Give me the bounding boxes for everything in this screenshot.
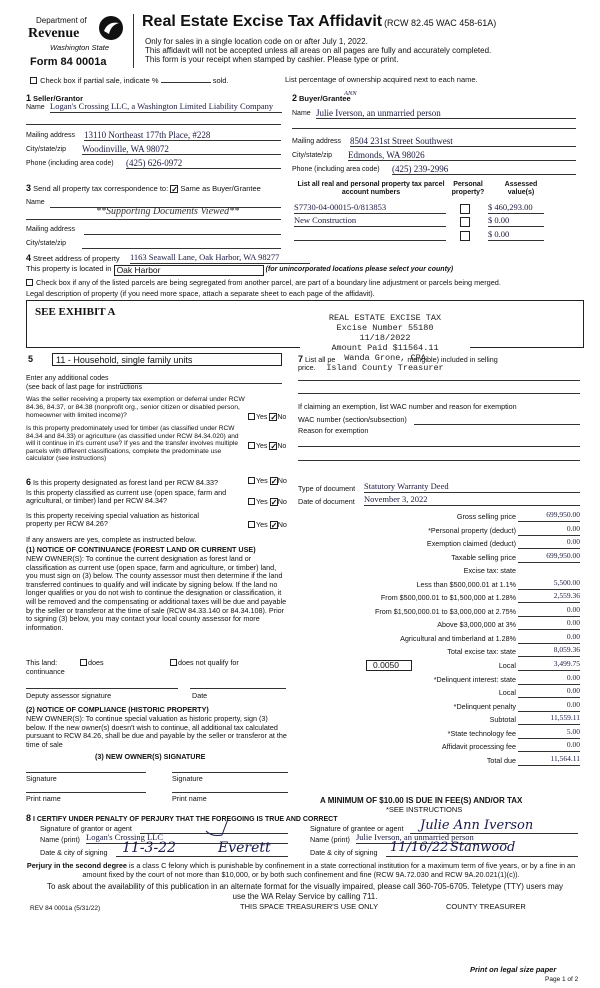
- seller-heading-label: Seller/Grantor: [32, 94, 83, 103]
- current-use-question: [26, 489, 286, 506]
- perjury-bold: Perjury in the second degree: [26, 861, 127, 870]
- calc-row: [298, 633, 580, 647]
- correspondence-mail-label: Mailing address: [26, 226, 76, 233]
- grantee-city-value: Stanwood: [450, 840, 516, 855]
- form-title: Real Estate Excise Tax Affidavit: [142, 13, 383, 30]
- correspondence-mail-field[interactable]: [84, 234, 281, 235]
- personal-property-price-label: price.: [298, 363, 316, 372]
- calc-row: [298, 701, 580, 715]
- legal-paper-note: Print on legal size paper: [470, 965, 557, 974]
- same-as-buyer-checkbox[interactable]: ✓: [171, 185, 178, 194]
- grantee-signature-label: Signature of grantee or agent: [310, 824, 404, 833]
- grantor-date-value: 11-3-22: [122, 840, 176, 856]
- location-select[interactable]: Oak Harbor: [114, 265, 264, 276]
- document-date-field[interactable]: November 3, 2022: [364, 495, 580, 506]
- location-row: [26, 265, 566, 276]
- correspondence-city-field[interactable]: [82, 248, 281, 249]
- correspondence-city-row: [26, 240, 281, 248]
- historical-text: Is this property receiving special valuation as historical property per RCW 84.26?: [26, 511, 199, 529]
- personal-property-checkbox[interactable]: [460, 204, 470, 214]
- grantor-date-row: [40, 840, 288, 857]
- new-owner-signature-line-1[interactable]: [26, 772, 146, 773]
- local-label: Local: [498, 660, 516, 670]
- parcel-number-field[interactable]: New Construction: [294, 216, 446, 227]
- wac-number-label: WAC number (section/subsection): [298, 415, 407, 424]
- yes-checkbox[interactable]: [248, 477, 255, 484]
- correspondence-heading: [26, 183, 261, 194]
- form-title-row: [142, 13, 496, 31]
- location-label: This property is located in: [26, 264, 112, 273]
- historical-yes-no: [248, 521, 287, 529]
- stamp-amount-line: [300, 343, 470, 353]
- new-owner-print-line-2[interactable]: [172, 792, 288, 793]
- calc-label: Total excise tax: state: [447, 647, 516, 656]
- local-rate-field[interactable]: 0.0050: [366, 660, 412, 671]
- current-use-yes-no: [248, 498, 287, 506]
- legal-description-text: SEE EXHIBIT A: [35, 306, 116, 318]
- header-note-3: This form is your receipt when stamped by cashier. Please type or print.: [145, 55, 399, 64]
- calc-value[interactable]: 0.00: [518, 525, 580, 536]
- buyer-phone-label: Phone (including area code): [292, 166, 380, 173]
- seller-name-row: [26, 101, 281, 112]
- exemption-question-text: Was the seller receiving a property tax exemption or deferral under RCW 84.36, 84.37, or 84.38 (nonprofit org., senior citizen or disabled person, homeowner with limited income)?: [26, 396, 245, 419]
- parcel-row: [294, 230, 576, 242]
- personal-property-checkbox[interactable]: [460, 231, 470, 241]
- calc-value[interactable]: 8,059.36: [518, 646, 580, 657]
- calc-label: Subtotal: [489, 715, 516, 724]
- calc-label: Above $3,000,000 at 3%: [437, 620, 516, 629]
- exemption-yes-no: [248, 413, 286, 422]
- calc-value[interactable]: 11,559.11: [518, 714, 580, 725]
- reason-label: Reason for exemption: [298, 426, 369, 435]
- yes-checkbox[interactable]: [248, 442, 255, 449]
- minimum-fee-note: A MINIMUM OF $10.00 IS DUE IN FEE(S) AND/OR TAX: [320, 796, 523, 805]
- does-not-label: does not qualify for: [178, 658, 239, 667]
- no-checkbox[interactable]: ✓: [270, 413, 278, 422]
- personal-property-checkbox[interactable]: [460, 217, 470, 227]
- no-checkbox[interactable]: ✓: [270, 498, 278, 507]
- calc-row: [298, 579, 580, 593]
- revision-label: REV 84 0001a (5/31/22): [30, 905, 101, 912]
- grantee-name-label: Name (print): [310, 835, 350, 844]
- calc-label: *Personal property (deduct): [428, 525, 516, 535]
- buyer-name-field[interactable]: Julie Iverson, an unmarried person: [316, 108, 576, 119]
- perjury-text: is a class C felony which is punishable by confinement in a state correctional institution for a maximum term of five years, or by a fine in an amount fixed by the court of not more than $10,000, or by both such confinement and fine (RCW 9A.72.030 and RCW 9A.20.021(1)(c)).: [82, 861, 576, 879]
- calc-row: [298, 755, 580, 769]
- calc-row: [298, 741, 580, 755]
- partial-sale-label: Check box if partial sale, indicate %: [40, 76, 159, 85]
- new-owner-signature-line-2[interactable]: [172, 772, 288, 773]
- exemption-question: [26, 396, 287, 422]
- assessed-value-field[interactable]: $ 0.00: [488, 230, 544, 241]
- grantor-date-label: Date & city of signing: [40, 848, 108, 857]
- no-label: No: [277, 497, 287, 506]
- see-instructions-note: *SEE INSTRUCTIONS: [386, 805, 463, 814]
- land-qualify-row: [26, 659, 288, 667]
- grantee-signature-value: Julie Ann Iverson: [420, 818, 534, 833]
- calc-row: [298, 687, 580, 701]
- no-checkbox[interactable]: ✓: [270, 521, 278, 530]
- treasurer-use-label: THIS SPACE TREASURER'S USE ONLY: [240, 902, 379, 911]
- certify-heading-text: I CERTIFY UNDER PENALTY OF PERJURY THAT THE FOREGOING IS TRUE AND CORRECT: [32, 816, 338, 823]
- historical-question: [26, 512, 286, 529]
- partial-sale-sold-label: sold.: [212, 76, 229, 85]
- grantor-signature-label: Signature of grantor or agent: [40, 824, 132, 833]
- parcel-col-header: List all real and personal property tax parcel account numbers: [297, 181, 445, 197]
- street-address-label: Street address of property: [32, 254, 120, 263]
- stamp-line: Wanda Grone, CPA: [344, 353, 426, 363]
- grantor-name-field[interactable]: Logan's Crossing LLC: [86, 833, 288, 844]
- forest-land-text: Is this property designated as forest land per RCW 84.33?: [33, 478, 218, 487]
- section-number: 4: [26, 253, 32, 263]
- personal-property-label: List all pe: [305, 355, 336, 364]
- if-yes-note: If any answers are yes, complete as instructed below.: [26, 535, 197, 544]
- calc-label: Exemption claimed (deduct): [426, 539, 516, 548]
- same-as-buyer-label: Same as Buyer/Grantee: [180, 184, 261, 193]
- rcw-reference: (RCW 82.45 WAC 458-61A): [384, 18, 497, 28]
- logo-swirl-icon: [98, 15, 124, 41]
- calc-label: Total due: [486, 755, 516, 765]
- deputy-signature-label: Deputy assessor signature: [26, 691, 112, 700]
- calc-value[interactable]: 5.00: [518, 728, 580, 739]
- stamp-line: Island County Treasurer: [326, 363, 444, 373]
- section-number: 7: [298, 354, 304, 364]
- yes-checkbox[interactable]: [248, 413, 255, 420]
- certify-heading: [26, 813, 338, 824]
- does-checkbox[interactable]: [80, 659, 87, 666]
- section-number: 5: [28, 354, 34, 364]
- stamp-line: 11/18/2022: [359, 333, 411, 343]
- signature-label: Signature: [26, 774, 57, 783]
- correspondence-name-line-2[interactable]: [26, 219, 281, 220]
- partial-sale-percent-field[interactable]: [161, 82, 211, 83]
- additional-codes-label: Enter any additional codes: [26, 375, 109, 382]
- timber-question: [26, 425, 287, 463]
- buyer-name-line-2[interactable]: [292, 128, 576, 129]
- correspondence-heading-label: Send all property tax correspondence to:: [33, 184, 169, 193]
- personal-property-row: [298, 354, 578, 364]
- yes-checkbox[interactable]: [248, 521, 255, 528]
- no-checkbox[interactable]: ✓: [270, 442, 278, 451]
- does-not-option: [170, 659, 239, 667]
- calc-value[interactable]: 0.00: [518, 633, 580, 644]
- calc-row: [298, 592, 580, 606]
- personal-property-line-1[interactable]: [298, 380, 580, 381]
- page-number: Page 1 of 2: [545, 976, 579, 983]
- assessed-value-field[interactable]: $ 0.00: [488, 216, 544, 227]
- department-line: Department of: [36, 16, 87, 25]
- calc-row: [298, 511, 580, 525]
- grantor-name-label: Name (print): [40, 835, 80, 844]
- supporting-docs-stamp: **Supporting Documents Viewed**: [96, 206, 240, 217]
- parcel-row: [294, 216, 576, 228]
- does-not-checkbox[interactable]: [170, 659, 177, 666]
- correspondence-name-label: Name: [26, 199, 45, 206]
- land-label: This land:: [26, 658, 58, 667]
- deputy-date-label: Date: [192, 691, 208, 700]
- current-use-text: Is this property classified as current use (open space, farm and agricultural, or timber) land per RCW 84.34?: [26, 488, 227, 506]
- calc-value[interactable]: [518, 565, 580, 576]
- calc-value[interactable]: 0.00: [518, 538, 580, 549]
- calc-label: Less than $500,000.01 at 1.1%: [416, 579, 516, 589]
- seller-phone-field[interactable]: (425) 626-0972: [126, 158, 281, 169]
- seller-city-row: [26, 146, 281, 154]
- additional-codes-row: [26, 375, 282, 383]
- stamp-line: Amount Paid $11564.11: [331, 343, 439, 353]
- calc-value[interactable]: 0.00: [518, 687, 580, 698]
- stamp-line: Excise Number 55180: [336, 323, 434, 333]
- section-number: 2: [292, 93, 298, 103]
- ownership-note: List percentage of ownership acquired next to each name.: [285, 75, 478, 84]
- correspondence-mail-row: [26, 226, 281, 234]
- reason-row: [298, 427, 580, 435]
- calc-label: From $500,000.01 to $1,500,000 at 1.28%: [380, 593, 516, 602]
- alternate-format-note: To ask about the availability of this publication in an alternate format for the visually impaired, please call 360-705-6705. Teletype (TTY) users may use the WA Relay Service by calling 711.: [46, 882, 564, 901]
- county-treasurer-label: COUNTY TREASURER: [446, 902, 526, 911]
- does-label: does: [88, 658, 104, 667]
- yes-label: Yes: [256, 414, 268, 421]
- calc-label: Agricultural and timberland at 1.28%: [400, 633, 516, 643]
- additional-codes-note: (see back of last page for instructions: [26, 384, 142, 391]
- yes-checkbox[interactable]: [248, 498, 255, 505]
- calc-row: [298, 674, 580, 688]
- buyer-name-row: [292, 110, 576, 118]
- calc-value[interactable]: 5,500.00: [518, 579, 580, 590]
- section-number: 6: [26, 477, 32, 487]
- calc-label: *State technology fee: [447, 728, 516, 738]
- buyer-mail-row: [292, 138, 576, 146]
- notice-continuance-heading: (1) NOTICE OF CONTINUANCE (FOREST LAND OR CURRENT USE): [26, 545, 256, 554]
- grantee-date-row: [310, 840, 578, 857]
- document-type-field[interactable]: Statutory Warranty Deed: [364, 482, 580, 493]
- buyer-heading-label: Buyer/Grantee: [298, 94, 351, 103]
- does-option: [80, 659, 104, 667]
- calc-value[interactable]: 11,564.11: [518, 755, 580, 766]
- forest-land-question: [26, 477, 286, 487]
- grantee-date-label: Date & city of signing: [310, 848, 378, 857]
- state-line: Washington State: [50, 43, 110, 52]
- seller-name-label: Name: [26, 104, 45, 111]
- no-label: No: [277, 414, 287, 421]
- notice-compliance-heading: (2) NOTICE OF COMPLIANCE (HISTORIC PROPERTY): [26, 705, 209, 714]
- notice-continuance-body: NEW OWNER(S): To continue the current designation as forest land or classification as current use (open space, farm and agriculture, or timber) land, you must sign on (3) below. The county assessor must then determine if the land transferred continues to qualify and will indicate by signing below. If the land no longer qualifies or you do not wish to continue the designation or classification, it will be removed and the compensating or additional taxes will be due and payable by the seller or transferor at the time of sale (RCW 84.33.140 or 84.34.108). Prior to signing (3) below, you may contact your local county assessor for more information.: [26, 554, 287, 632]
- calc-value[interactable]: 699,950.00: [518, 552, 580, 563]
- calc-value[interactable]: 0.00: [518, 741, 580, 752]
- timber-question-text: Is this property predominately used for timber (as classified under RCW 84.34 and 84.33) or agriculture (as classified under RCW 84.34.020) and will it continue in it's current use? If yes and the transfer involves multiple parcels with different classifications, complete the predominate use calculator (see instructions): [26, 425, 239, 463]
- calc-row: [298, 714, 580, 728]
- partial-sale-row: [30, 77, 229, 86]
- form-number: Form 84 0001a: [30, 56, 107, 68]
- revenue-wordmark: Revenue: [28, 26, 80, 41]
- seller-phone-row: [26, 160, 281, 168]
- parcel-number-field[interactable]: S7730-04-00015-0/813853: [294, 203, 446, 214]
- calc-label: Local: [498, 688, 516, 697]
- seller-city-label: City/state/zip: [26, 146, 67, 153]
- calc-label: Gross selling price: [456, 512, 516, 521]
- correspondence-city-label: City/state/zip: [26, 240, 67, 247]
- segregation-label: Check box if any of the listed parcels are being segregated from another parcel, are part of a boundary line adjustment or parcels being merged.: [36, 278, 501, 287]
- personal-property-line-2[interactable]: [298, 393, 580, 394]
- deputy-date-line[interactable]: [190, 688, 286, 689]
- calc-row: [298, 538, 580, 552]
- grantee-date-value: 11/16/22: [390, 840, 449, 855]
- continuance-label: continuance: [26, 667, 65, 676]
- use-code-select[interactable]: 11 - Household, single family units: [52, 353, 282, 366]
- parcel-number-field[interactable]: [294, 230, 446, 241]
- seller-name-line-2[interactable]: [26, 124, 281, 125]
- calc-label: Affidavit processing fee: [441, 742, 516, 751]
- calc-value[interactable]: 2,559.36: [518, 592, 580, 603]
- document-type-row: [298, 481, 580, 493]
- buyer-mail-field[interactable]: 8504 231st Street Southwest: [350, 136, 576, 147]
- partial-sale-checkbox[interactable]: [30, 77, 37, 84]
- perjury-notice: [18, 862, 584, 879]
- calc-value[interactable]: 0.00: [518, 701, 580, 712]
- location-note: (for unincorporated locations please select your county): [265, 266, 454, 273]
- yes-label: Yes: [256, 443, 268, 450]
- yes-label: Yes: [256, 520, 268, 529]
- calc-label: Taxable selling price: [451, 552, 516, 562]
- new-owner-signature-heading: (3) NEW OWNER(S) SIGNATURE: [95, 752, 206, 761]
- wac-number-row: [298, 416, 580, 424]
- seller-phone-label: Phone (including area code): [26, 160, 114, 167]
- seller-city-field[interactable]: Woodinville, WA 98072: [82, 144, 281, 155]
- calc-value[interactable]: 699,950.00: [518, 511, 580, 522]
- document-type-label: Type of document: [298, 484, 356, 493]
- deputy-signature-line[interactable]: [26, 688, 178, 689]
- calc-row: [298, 525, 580, 539]
- header-divider: [133, 14, 134, 68]
- section-number: 3: [26, 183, 32, 193]
- calc-label: *Delinquent interest: state: [433, 674, 516, 684]
- local-value[interactable]: 3,499.75: [518, 660, 580, 671]
- assessed-value-col-header: Assessed value(s): [504, 181, 538, 197]
- reason-line-2[interactable]: [298, 460, 580, 461]
- calc-label: From $1,500,000.01 to $3,000,000 at 2.75%: [374, 606, 516, 616]
- calc-label: *Delinquent penalty: [453, 701, 516, 711]
- reason-line-1[interactable]: [298, 446, 580, 447]
- print-name-label: Print name: [172, 794, 207, 803]
- calc-row: [298, 728, 580, 742]
- buyer-name-label: Name: [292, 110, 311, 117]
- new-owner-print-line-1[interactable]: [26, 792, 146, 793]
- grantor-city-value: Everett: [218, 840, 271, 856]
- no-label: No: [277, 476, 287, 485]
- seller-name-field[interactable]: Logan's Crossing LLC, a Washington Limited Liability Company: [50, 102, 282, 113]
- calc-value[interactable]: 0.00: [518, 674, 580, 685]
- local-rate-row: [298, 660, 580, 674]
- document-date-row: [298, 494, 580, 506]
- section-number: 8: [26, 813, 32, 823]
- calc-rows: [298, 511, 580, 768]
- calc-row: [298, 646, 580, 660]
- signature-label: Signature: [172, 774, 203, 783]
- buyer-city-label: City/state/zip: [292, 152, 333, 159]
- exemption-wac-label: If claiming an exemption, list WAC number and reason for exemption: [298, 402, 517, 411]
- header-note-1: Only for sales in a single location code on or after July 1, 2022.: [145, 37, 368, 46]
- legal-description-label: Legal description of property (if you need more space, attach a separate sheet to each page of the affidavit).: [26, 289, 375, 298]
- calc-row: [298, 552, 580, 566]
- header-note-2: This affidavit will not be accepted unless all areas on all pages are fully and accurately completed.: [145, 46, 492, 55]
- parcel-row: [294, 203, 576, 215]
- buyer-mail-label: Mailing address: [292, 138, 342, 145]
- no-checkbox[interactable]: ✓: [270, 477, 278, 486]
- street-address-field[interactable]: 1163 Seawall Lane, Oak Harbor, WA 98277: [130, 253, 310, 264]
- street-address-row: [26, 253, 566, 264]
- calc-value[interactable]: 0.00: [518, 606, 580, 617]
- timber-yes-no: [248, 442, 286, 451]
- personal-property-label-end: ntangible) included in selling: [407, 355, 498, 364]
- forest-yes-no: [248, 477, 287, 485]
- yes-label: Yes: [256, 476, 268, 485]
- segregation-row: [26, 279, 586, 287]
- personal-property-col-header: Personal property?: [451, 181, 485, 197]
- segregation-checkbox[interactable]: [26, 279, 33, 286]
- seller-mail-field[interactable]: 13110 Northeast 177th Place, #228: [84, 130, 281, 141]
- document-date-label: Date of document: [298, 497, 355, 506]
- calc-value[interactable]: 0.00: [518, 619, 580, 630]
- yes-label: Yes: [256, 497, 268, 506]
- notice-compliance-body: NEW OWNER(S): To continue special valuation as historic property, sign (3) below. If the new owner(s) doesn't wish to continue, all additional tax calculated pursuant to RCW 84.26, shall be due and payable by the seller or transferor at the time of sale: [26, 714, 287, 749]
- tax-calculation: [298, 511, 580, 768]
- print-name-label: Print name: [26, 794, 61, 803]
- calc-row: [298, 565, 580, 579]
- calc-label: Excise tax: state: [463, 566, 516, 575]
- assessed-value-field[interactable]: $ 460,293.00: [488, 203, 544, 214]
- grantee-name-field[interactable]: Julie Iverson, an unmarried person: [356, 833, 508, 844]
- buyer-city-row: [292, 152, 576, 160]
- wac-number-field[interactable]: [414, 424, 580, 425]
- buyer-heading: [292, 93, 351, 104]
- section-number: 1: [26, 93, 32, 103]
- no-label: No: [277, 520, 287, 529]
- seller-mail-row: [26, 132, 281, 140]
- no-label: No: [277, 443, 287, 450]
- buyer-name-insert: ANN: [344, 90, 357, 97]
- buyer-phone-field[interactable]: (425) 239-2996: [392, 164, 576, 175]
- buyer-city-field[interactable]: Edmonds, WA 98026: [348, 150, 576, 161]
- seller-mail-label: Mailing address: [26, 132, 76, 139]
- calc-row: [298, 606, 580, 620]
- additional-codes-field[interactable]: [120, 383, 282, 384]
- calc-row: [298, 619, 580, 633]
- stamp-line: REAL ESTATE EXCISE TAX: [328, 313, 442, 323]
- buyer-phone-row: [292, 166, 576, 174]
